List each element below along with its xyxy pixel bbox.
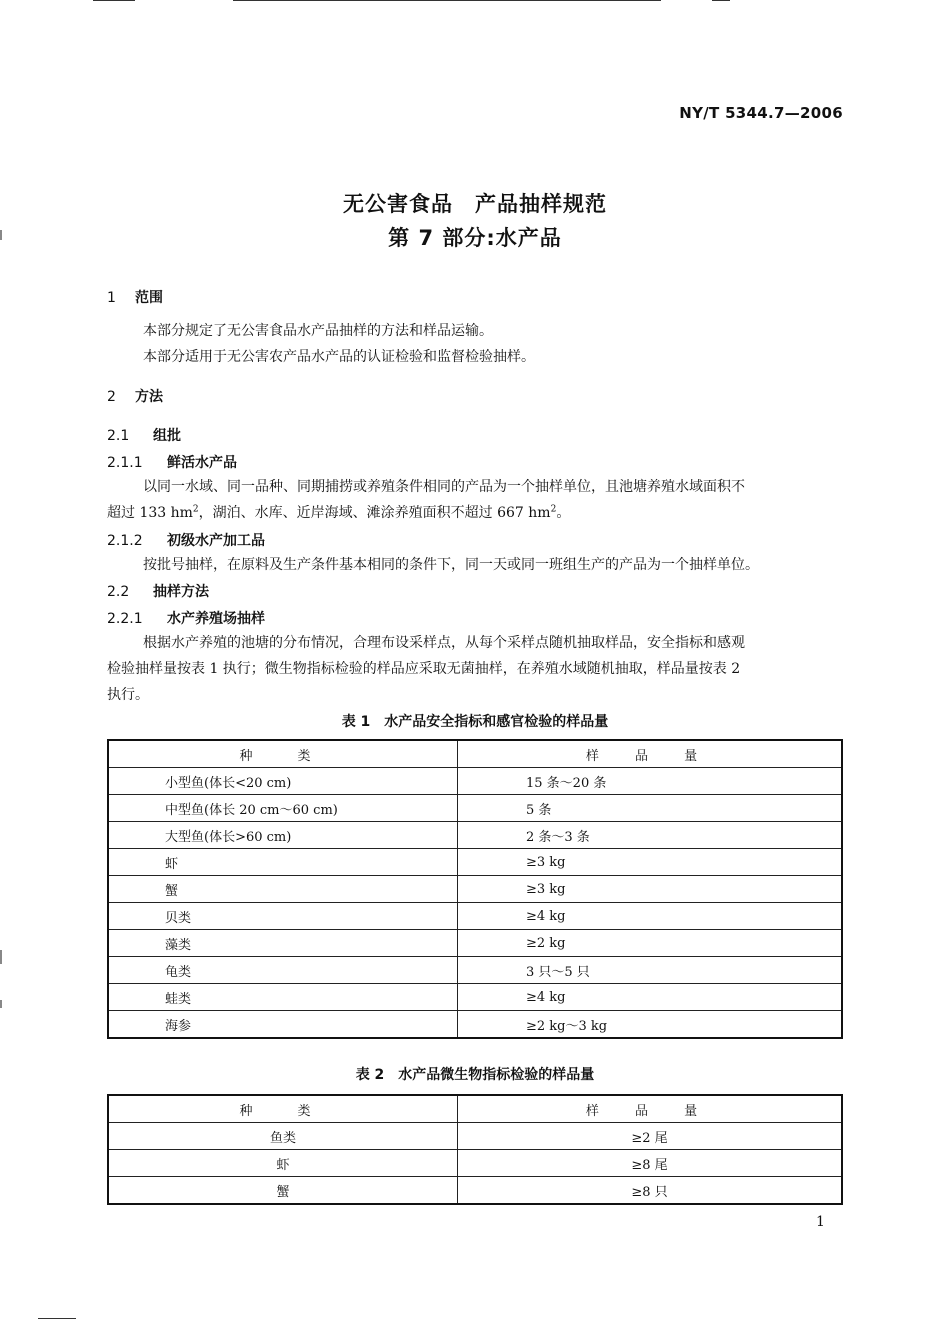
table-cell-quantity: ≥4 kg <box>458 984 843 1011</box>
standard-code: NY/T 5344.7—2006 <box>679 104 843 122</box>
paragraph: 超过 133 $hm^2$，湖泊、水库、近岸海域、滩涂养殖面积不超过 667 $hm^2$。 <box>107 504 571 521</box>
table-cell-type: 海参 <box>108 1011 458 1039</box>
section-heading: 1 范围 <box>107 290 163 306</box>
scan-mark <box>0 1000 2 1008</box>
table-cell-type: 蟹 <box>108 1177 458 1205</box>
table-cell-quantity: ≥3 kg <box>458 849 843 876</box>
doc-title: 无公害食品 产品抽样规范 <box>343 192 607 216</box>
paragraph: 检验抽样量按表 1 执行；微生物指标检验的样品应采取无菌抽样，在养殖水域随机抽取，样品量按表 2 <box>107 661 741 677</box>
table-cell-type: 龟类 <box>108 957 458 984</box>
paragraph: 以同一水域、同一品种、同期捕捞或养殖条件相同的产品为一个抽样单位，且池塘养殖水域面积不 <box>143 479 745 495</box>
table-row <box>108 1177 842 1205</box>
table-cell-quantity: ≥8 只 <box>458 1177 843 1205</box>
table-row <box>108 876 842 903</box>
paragraph: 执行。 <box>107 687 149 703</box>
scan-line <box>712 0 730 1</box>
table1-header: 种 类 <box>108 740 458 768</box>
paragraph: 本部分规定了无公害食品水产品抽样的方法和样品运输。 <box>143 323 493 339</box>
section-heading: 2.1 组批 <box>107 428 181 444</box>
paragraph: 按批号抽样，在原料及生产条件基本相同的条件下，同一天或同一班组生产的产品为一个抽样单位。 <box>143 557 759 573</box>
table-cell-type: 蛙类 <box>108 984 458 1011</box>
table-row <box>108 930 842 957</box>
table-row <box>108 957 842 984</box>
table1-caption: 表 1 水产品安全指标和感官检验的样品量 <box>341 714 609 730</box>
table2-header: 样 品 量 <box>458 1095 843 1123</box>
table-cell-type: 虾 <box>108 849 458 876</box>
table-cell-type: 中型鱼(体长 20 cm～60 cm) <box>108 795 458 822</box>
table-cell-quantity: ≥2 kg～3 kg <box>458 1011 843 1039</box>
table-row <box>108 768 842 795</box>
table-row <box>108 903 842 930</box>
table-cell-quantity: ≥2 kg <box>458 930 843 957</box>
table-cell-quantity: ≥8 尾 <box>458 1150 843 1177</box>
table1-header: 样 品 量 <box>458 740 843 768</box>
table-cell-quantity: 5 条 <box>458 795 843 822</box>
table-cell-quantity: ≥3 kg <box>458 876 843 903</box>
table-row <box>108 795 842 822</box>
table-cell-type: 蟹 <box>108 876 458 903</box>
table-cell-type: 大型鱼(体长>60 cm) <box>108 822 458 849</box>
table1 <box>107 739 843 1039</box>
table-cell-type: 虾 <box>108 1150 458 1177</box>
table-cell-quantity: 3 只～5 只 <box>458 957 843 984</box>
section-heading: 2.1.1 鲜活水产品 <box>107 455 237 471</box>
scan-line <box>38 1318 76 1319</box>
table-row <box>108 1123 842 1150</box>
table-cell-type: 小型鱼(体长<20 cm) <box>108 768 458 795</box>
table-cell-type: 贝类 <box>108 903 458 930</box>
table-cell-quantity: ≥2 尾 <box>458 1123 843 1150</box>
scan-line <box>93 0 135 1</box>
table-cell-type: 鱼类 <box>108 1123 458 1150</box>
table2-caption: 表 2 水产品微生物指标检验的样品量 <box>355 1067 595 1083</box>
table-row <box>108 984 842 1011</box>
section-heading: 2 方法 <box>107 389 163 405</box>
scan-line <box>233 0 661 1</box>
table-cell-type: 藻类 <box>108 930 458 957</box>
scan-mark <box>0 950 2 964</box>
table2 <box>107 1094 843 1205</box>
table-row <box>108 1011 842 1039</box>
doc-subtitle: 第 7 部分:水产品 <box>388 226 562 250</box>
page-number: 1 <box>816 1214 825 1230</box>
paragraph: 根据水产养殖的池塘的分布情况，合理布设采样点，从每个采样点随机抽取样品，安全指标和感观 <box>143 635 745 651</box>
table-cell-quantity: 2 条～3 条 <box>458 822 843 849</box>
table-cell-quantity: 15 条～20 条 <box>458 768 843 795</box>
table-cell-quantity: ≥4 kg <box>458 903 843 930</box>
paragraph: 本部分适用于无公害农产品水产品的认证检验和监督检验抽样。 <box>143 349 535 365</box>
section-heading: 2.2.1 水产养殖场抽样 <box>107 611 265 627</box>
table-row <box>108 849 842 876</box>
table-row <box>108 822 842 849</box>
section-heading: 2.1.2 初级水产加工品 <box>107 533 265 549</box>
table2-header: 种 类 <box>108 1095 458 1123</box>
section-heading: 2.2 抽样方法 <box>107 584 209 600</box>
table-row <box>108 1150 842 1177</box>
